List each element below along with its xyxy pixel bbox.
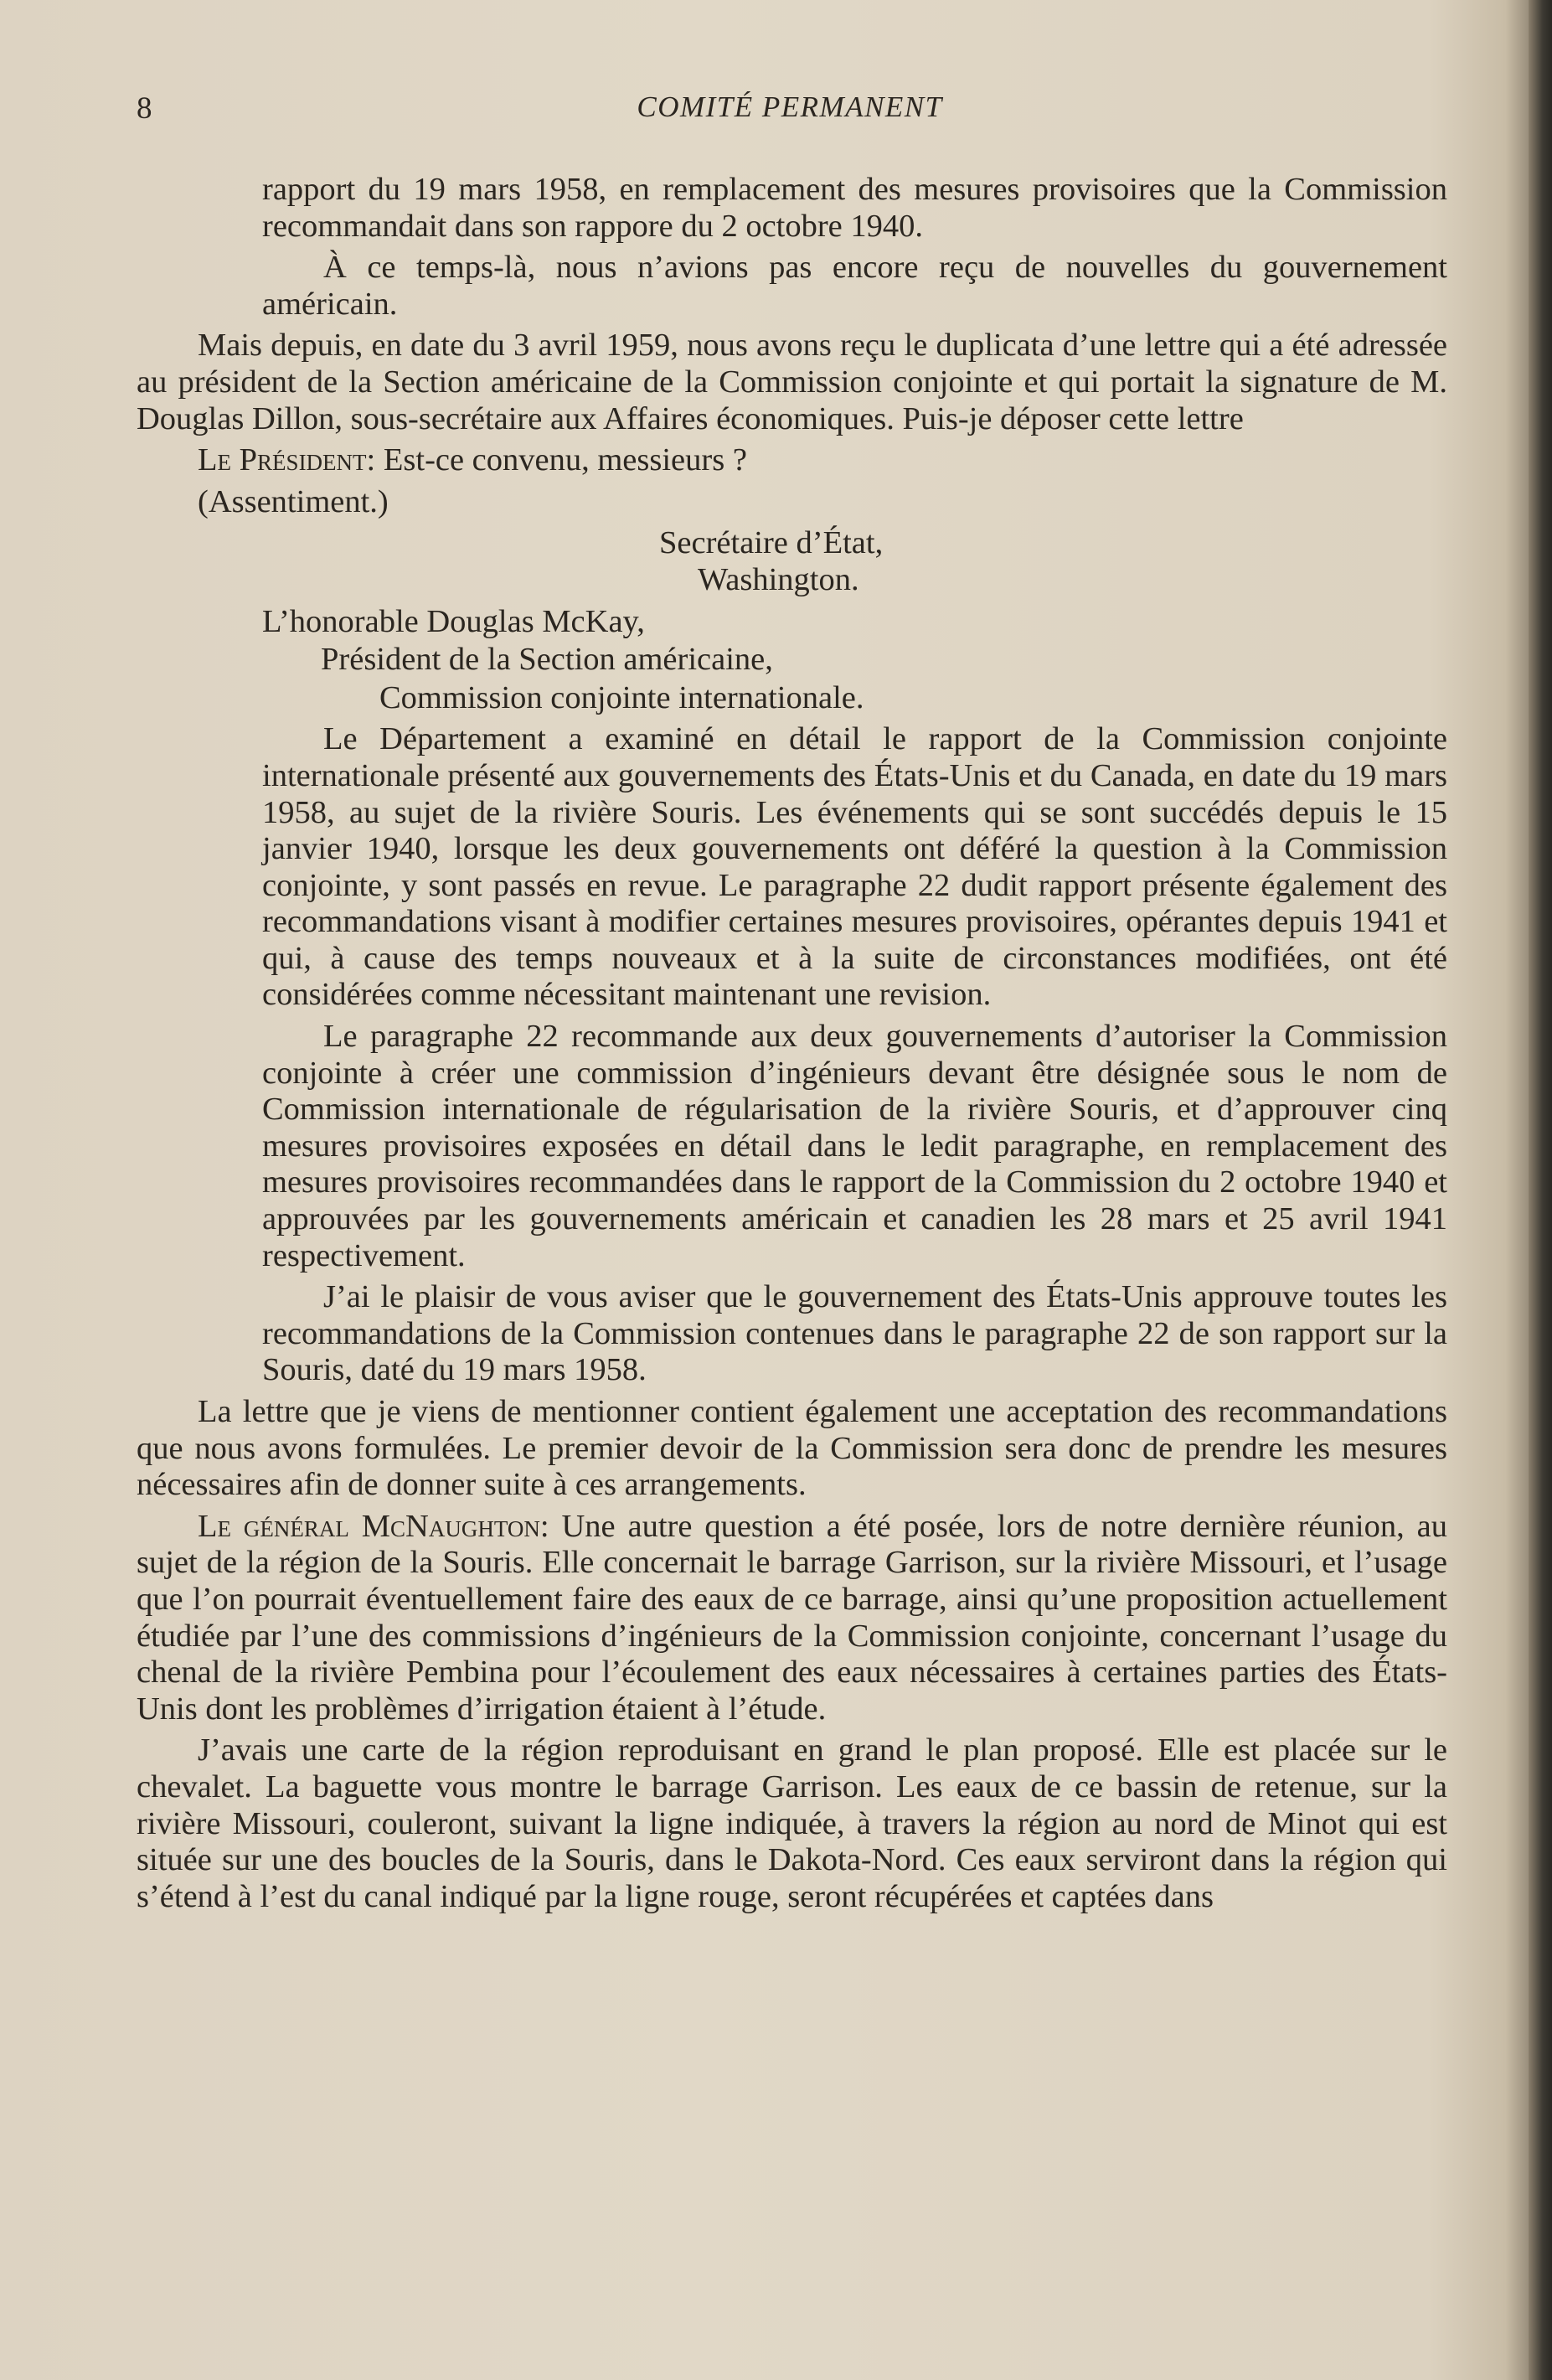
speaker-text: : Une autre question a été posée, lors de notre dernière réunion, au sujet de la région de la Souris. Elle concernait le barrage Garrison, sur la rivière Missouri, et l’usage que l’on pourrait éventuellement faire des eaux de ce barrage, ainsi qu’une proposition actuellement étudiée par l’une des commissions d’ingénieurs de la Commission conjointe, concernant l’usage du chenal de la rivière Pembina pour l’écoulement des eaux nécessaires à certaines parties des États-Unis dont les problèmes d’irrigation étaient à l’étude. [137,1508,1447,1727]
speaker-name: Le Président [198,442,367,478]
letter-sender-place: Washington. [698,561,859,597]
paragraph: (Assentiment.) [198,483,389,519]
paragraph: J’avais une carte de la région reproduisant en grand le plan proposé. Elle est placée sur le chevalet. La baguette vous montre le barrage Garrison. Les eaux de ce bassin de retenue, sur la rivière Missouri, couleront, suivant la ligne indiquée, à travers la région au nord de Minot qui est située sur une des boucles de la Souris, dans le Dakota-Nord. Ces eaux serviront dans la région qui s’étend à l’est du canal indiqué par la ligne rouge, seront récupérées et captées dans [137,1732,1447,1914]
quoted-paragraph: rapport du 19 mars 1958, en remplacement des mesures provisoires que la Commission recommandait dans son rappore du 2 octobre 1940. [262,172,1447,244]
quoted-paragraph: À ce temps-là, nous n’avions pas encore reçu de nouvelles du gouvernement américain. [262,250,1447,322]
speaker-text: : Est-ce convenu, messieurs ? [366,442,747,478]
body-text [137,172,1447,1920]
page-number: 8 [137,91,152,126]
letter-sender-title: Secrétaire d’État, [659,525,884,561]
running-head: COMITÉ PERMANENT [637,90,943,123]
letter-recipient-org: Commission conjointe internationale. [379,679,864,715]
letter-recipient-name: L’honorable Douglas McKay, [262,603,645,639]
letter-paragraph: Le Département a examiné en détail le rapport de la Commission conjointe internationale présenté aux gouvernements des États-Unis et du Canada, en date du 19 mars 1958, au sujet de la rivière Souris. Les événements qui se sont succédés depuis le 15 janvier 1940, lorsque les deux gouvernements ont déféré la question à la Commission conjointe, y sont passés en revue. Le paragraphe 22 dudit rapport présente également des recommandations visant à modifier certaines mesures provisoires, opérantes depuis 1941 et qui, à cause des temps nouveaux et à la suite de circonstances modifiées, ont été considérées comme nécessitant maintenant une revision. [262,721,1447,1013]
letter-recipient-title: Président de la Section américaine, [321,642,773,678]
speaker-paragraph [137,442,1447,479]
letter-paragraph: J’ai le plaisir de vous aviser que le gouvernement des États-Unis approuve toutes les recommandations de la Commission contenues dans le paragraphe 22 de son rapport sur la Souris, daté du 19 mars 1958. [262,1279,1447,1388]
speaker-paragraph [137,1509,1447,1728]
paragraph: La lettre que je viens de mentionner contient également une acceptation des recommandations que nous avons formulées. Le premier devoir de la Commission sera donc de prendre les mesures nécessaires afin de donner suite à ces arrangements. [137,1394,1447,1503]
paragraph: Mais depuis, en date du 3 avril 1959, nous avons reçu le duplicata d’une lettre qui a été adressée au président de la Section américaine de la Commission conjointe et qui portait la signature de M. Douglas Dillon, sous-secrétaire aux Affaires économiques. Puis-je déposer cette lettre [137,328,1447,436]
page-edge-shadow [1529,0,1552,2380]
page-header [137,90,1443,132]
speaker-name: Le général McNaughton [198,1508,540,1544]
letter-paragraph: Le paragraphe 22 recommande aux deux gouvernements d’autoriser la Commission conjointe à créer une commission d’ingénieurs devant être désignée sous le nom de Commission internationale de régularisation de la rivière Souris, et d’approuver cinq mesures provisoires exposées en détail dans le ledit paragraphe, en remplacement des mesures provisoires recommandées dans le rapport de la Commission du 2 octobre 1940 et approuvées par les gouvernements américain et canadien les 28 mars et 25 avril 1941 respectivement. [262,1019,1447,1273]
